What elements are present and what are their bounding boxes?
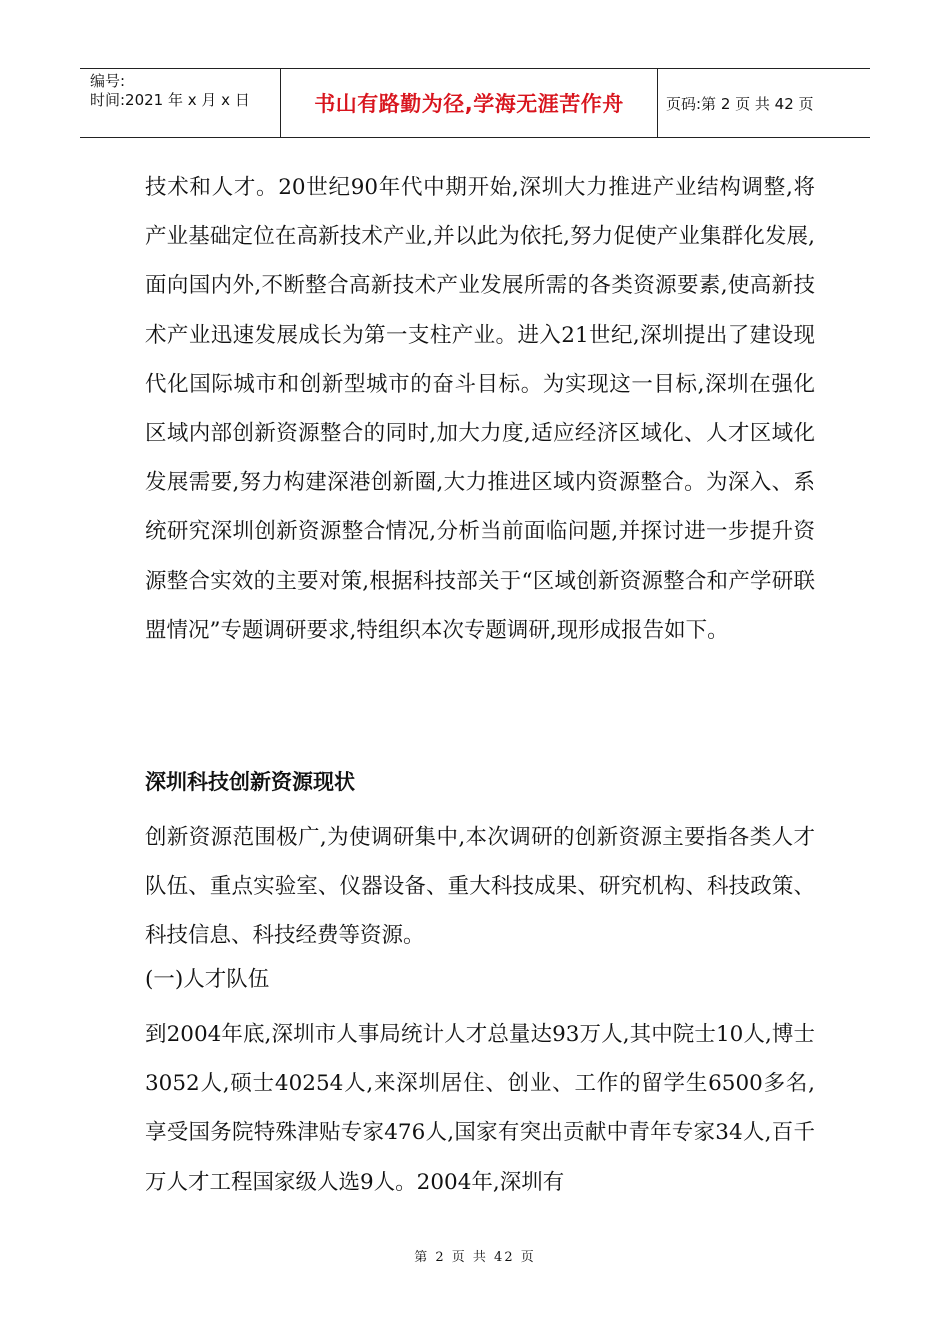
header-meta-cell xyxy=(80,69,281,137)
talent-section xyxy=(145,1010,815,1207)
header-page-cell xyxy=(658,69,870,137)
subsection-heading: (一)人才队伍 xyxy=(145,967,270,992)
section-paragraph: 创新资源范围极广,为使调研集中,本次调研的创新资源主要指各类人才队伍、重点实验室、仪器设备、重大科技成果、研究机构、科技政策、科技信息、科技经费等资源。 xyxy=(145,825,815,949)
header-page-info: 页码:第 2 页 共 42 页 xyxy=(666,94,814,113)
document-number-label: 编号: xyxy=(90,72,126,90)
header-motto-cell xyxy=(281,69,658,137)
talent-paragraph: 到2004年底,深圳市人事局统计人才总量达93万人,其中院士10人,博士3052人,硕士40254人,来深圳居住、创业、工作的留学生6500多名,享受国务院特殊津贴专家476人,国家有突出贡献中青年专家34人,百千万人才工程国家级人选9人。2004年,深圳有 xyxy=(145,1022,815,1195)
intro-paragraph: 技术和人才。20世纪90年代中期开始,深圳大力推进产业结构调整,将产业基础定位在高新技术产业,并以此为依托,努力促使产业集群化发展,面向国内外,不断整合高新技术产业发展所需的各类资源要素,使高新技术产业迅速发展成长为第一支柱产业。进入21世纪,深圳提出了建设现代化国际城市和创新型城市的奋斗目标。为实现这一目标,深圳在强化区域内部创新资源整合的同时,加大力度,适应经济区域化、人才区域化发展需要,努力构建深港创新圈,大力推进区域内资源整合。为深入、系统研究深圳创新资源整合情况,分析当前面临问题,并探讨进一步提升资源整合实效的主要对策,根据科技部关于“区域创新资源整合和产学研联盟情况”专题调研要求,特组织本次专题调研,现形成报告如下。 xyxy=(145,175,815,643)
resources-section xyxy=(145,813,815,961)
intro-section xyxy=(145,163,815,655)
header-motto: 书山有路勤为径,学海无涯苦作舟 xyxy=(314,92,624,116)
section-heading: 深圳科技创新资源现状 xyxy=(145,770,355,794)
page-footer: 第 2 页 共 42 页 xyxy=(414,1250,536,1265)
document-header xyxy=(80,68,870,138)
document-date-label: 时间:2021 年 x 月 x 日 xyxy=(90,91,250,109)
